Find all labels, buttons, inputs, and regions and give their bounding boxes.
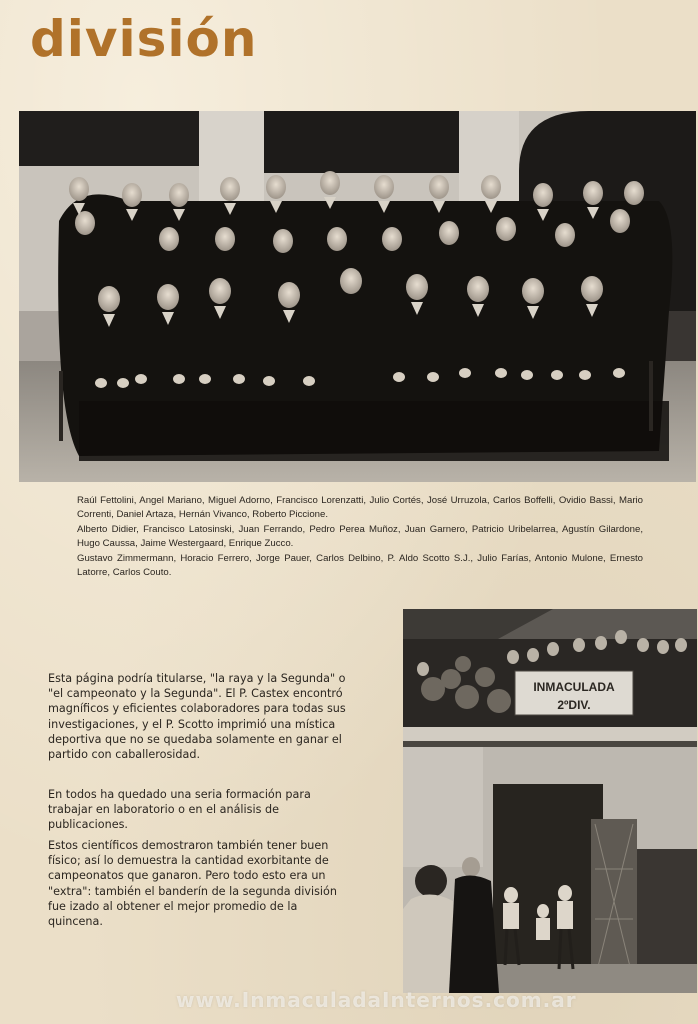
page-title: división xyxy=(30,10,258,68)
article-paragraph-2: En todos ha quedado una seria formación para trabajar en laboratorio o en el análisis de publicaciones. xyxy=(48,788,311,832)
balcony-photo xyxy=(403,609,697,993)
banner-line-1: INMACULADA xyxy=(533,680,615,694)
caption-row-1: Raúl Fettolini, Angel Mariano, Miguel Adorno, Francisco Lorenzatti, Julio Cortés, José Urruzola, Carlos Boffelli, Ovidio Bassi, Mario Correnti, Daniel Artaza, Hernán Vivanco, Roberto Piccione. xyxy=(77,495,643,520)
banner-line-2: 2ºDIV. xyxy=(557,698,591,712)
group-photo xyxy=(19,111,696,482)
caption-row-2: Alberto Didier, Francisco Latosinski, Juan Ferrando, Pedro Perea Muñoz, Juan Garnero, Patricio Uribelarrea, Agustín Gilardone, Hugo Caussa, Jaime Westergaard, Enrique Zucco. xyxy=(77,524,643,549)
site-watermark: www.InmaculadaInternos.com.ar xyxy=(176,988,577,1012)
caption-row-3: Gustavo Zimmermann, Horacio Ferrero, Jorge Pauer, Carlos Delbino, P. Aldo Scotto S.J., Julio Farías, Antonio Mulone, Ernesto Latorre, Carlos Couto. xyxy=(77,553,643,578)
article-paragraph-3: Estos científicos demostraron también tener buen físico; así lo demuestra la cantidad exorbitante de campeonatos que ganaron. Pero todo esto era un "extra": también el banderín de la segunda división fue izado al obtener el mejor promedio de la quincena. xyxy=(48,839,337,929)
article-paragraph-1: Esta página podría titularse, "la raya y la Segunda" o "el campeonato y la Segunda". El P. Castex encontró magníficos y eficientes colaboradores para todas sus investigaciones, y el P. Scotto imprimió una mística deportiva que no se quedaba solamente en ganar el partido con caballerosidad. xyxy=(48,672,346,762)
